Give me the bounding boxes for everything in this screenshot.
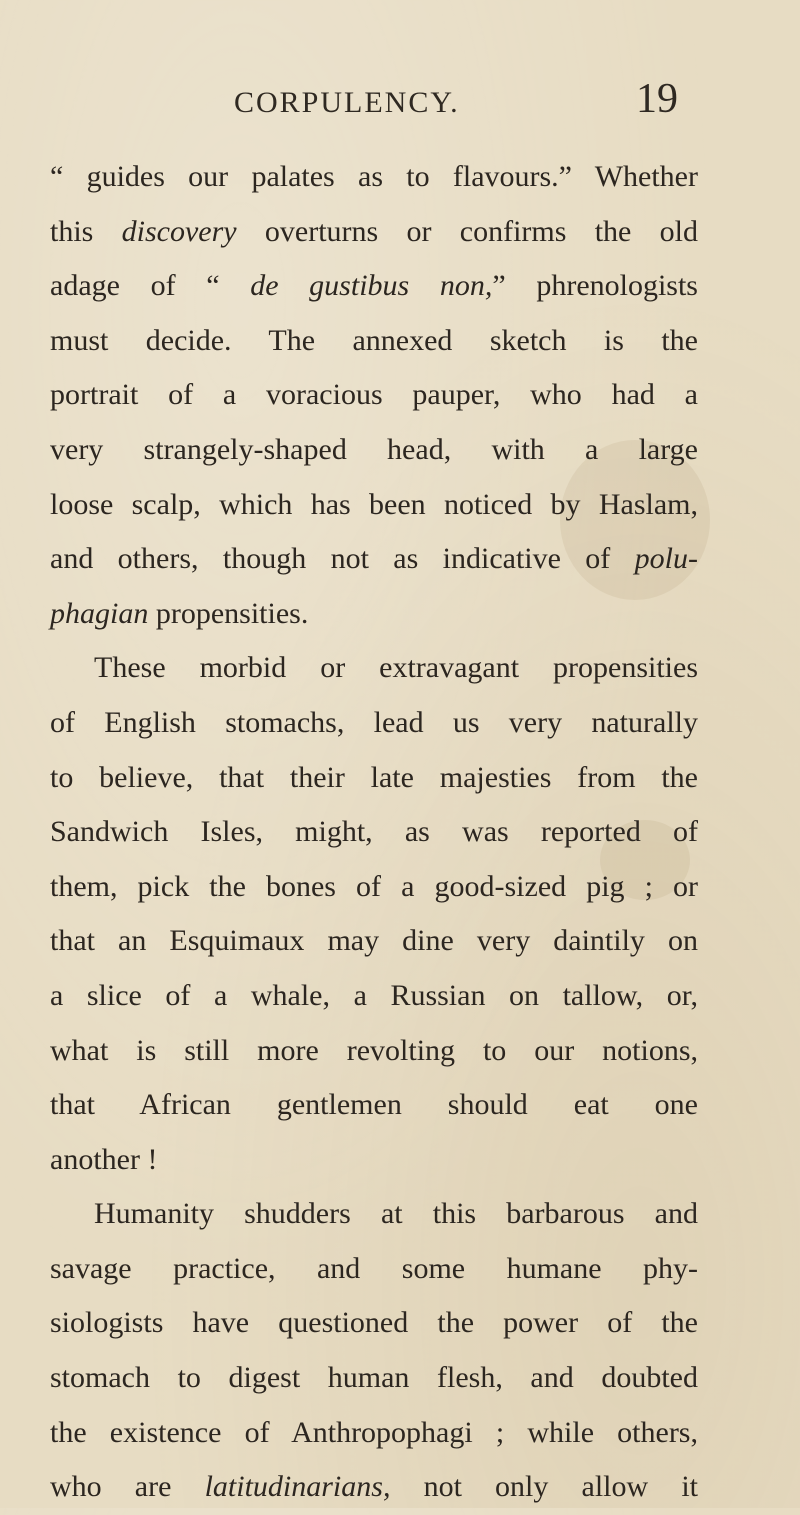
text-segment: that African gentlemen should eat one bbox=[50, 1088, 698, 1122]
text-segment: this bbox=[50, 214, 122, 248]
running-head-title: CORPULENCY. bbox=[234, 86, 460, 119]
italic-text: latitudinarians, bbox=[204, 1470, 391, 1504]
text-line bbox=[50, 1242, 698, 1297]
text-segment: that an Esquimaux may dine very daintily on bbox=[50, 924, 698, 958]
italic-text: discovery bbox=[121, 214, 237, 248]
text-segment: the existence of Anthropophagi ; while others, bbox=[50, 1415, 698, 1449]
running-head bbox=[0, 78, 800, 128]
text-line bbox=[50, 205, 698, 260]
text-line bbox=[50, 641, 698, 696]
text-segment: not only allow it bbox=[390, 1470, 698, 1504]
text-segment: adage of “ bbox=[50, 269, 251, 303]
text-line bbox=[50, 259, 698, 314]
text-segment: ” phrenologists bbox=[492, 269, 698, 303]
text-line bbox=[50, 368, 698, 423]
text-segment: to believe, that their late majesties from the bbox=[50, 760, 698, 794]
text-segment: and others, though not as indicative of bbox=[50, 542, 635, 576]
text-segment: must decide. The annexed sketch is the bbox=[50, 323, 698, 357]
text-segment: Sandwich Isles, might, as was reported of bbox=[50, 815, 698, 849]
text-line bbox=[50, 1078, 698, 1133]
text-line bbox=[50, 1406, 698, 1461]
text-line bbox=[50, 1187, 698, 1242]
text-segment: “ guides our palates as to flavours.” Whether bbox=[50, 160, 698, 193]
text-segment: overturns or confirms the old bbox=[236, 214, 698, 248]
text-line bbox=[50, 423, 698, 478]
text-line bbox=[50, 478, 698, 533]
text-line bbox=[50, 150, 698, 205]
text-line bbox=[50, 1133, 698, 1188]
text-segment: of English stomachs, lead us very naturally bbox=[50, 705, 698, 739]
text-line bbox=[50, 1460, 698, 1515]
text-segment: propensities. bbox=[148, 596, 309, 630]
italic-text: polu- bbox=[634, 542, 698, 576]
text-line bbox=[50, 1351, 698, 1406]
text-line bbox=[50, 532, 698, 587]
italic-text: phagian bbox=[50, 596, 149, 630]
text-segment: stomach to digest human flesh, and doubted bbox=[50, 1361, 698, 1395]
text-segment: a slice of a whale, a Russian on tallow, or, bbox=[50, 978, 698, 1012]
text-segment: what is still more revolting to our notions, bbox=[50, 1033, 698, 1067]
text-line bbox=[50, 1024, 698, 1079]
text-line bbox=[50, 805, 698, 860]
text-line bbox=[50, 696, 698, 751]
text-segment: who are bbox=[50, 1470, 205, 1504]
text-segment: savage practice, and some humane phy- bbox=[50, 1251, 698, 1285]
text-line bbox=[50, 587, 698, 642]
text-segment: portrait of a voracious pauper, who had a bbox=[50, 378, 698, 412]
text-line bbox=[50, 751, 698, 806]
page-number: 19 bbox=[636, 76, 678, 122]
text-line bbox=[50, 314, 698, 369]
text-line bbox=[50, 860, 698, 915]
text-line bbox=[50, 969, 698, 1024]
text-line bbox=[50, 1296, 698, 1351]
text-segment: another ! bbox=[50, 1142, 158, 1176]
italic-text: de gustibus non, bbox=[250, 269, 493, 303]
text-segment: very strangely-shaped head, with a large bbox=[50, 432, 698, 466]
text-segment: loose scalp, which has been noticed by Haslam, bbox=[50, 487, 698, 521]
text-segment: Humanity shudders at this barbarous and bbox=[94, 1197, 698, 1231]
text-line bbox=[50, 914, 698, 969]
text-segment: siologists have questioned the power of the bbox=[50, 1306, 698, 1340]
text-segment: These morbid or extravagant propensities bbox=[94, 651, 698, 685]
text-segment: them, pick the bones of a good-sized pig ; or bbox=[50, 869, 698, 903]
body-text bbox=[50, 150, 698, 1515]
